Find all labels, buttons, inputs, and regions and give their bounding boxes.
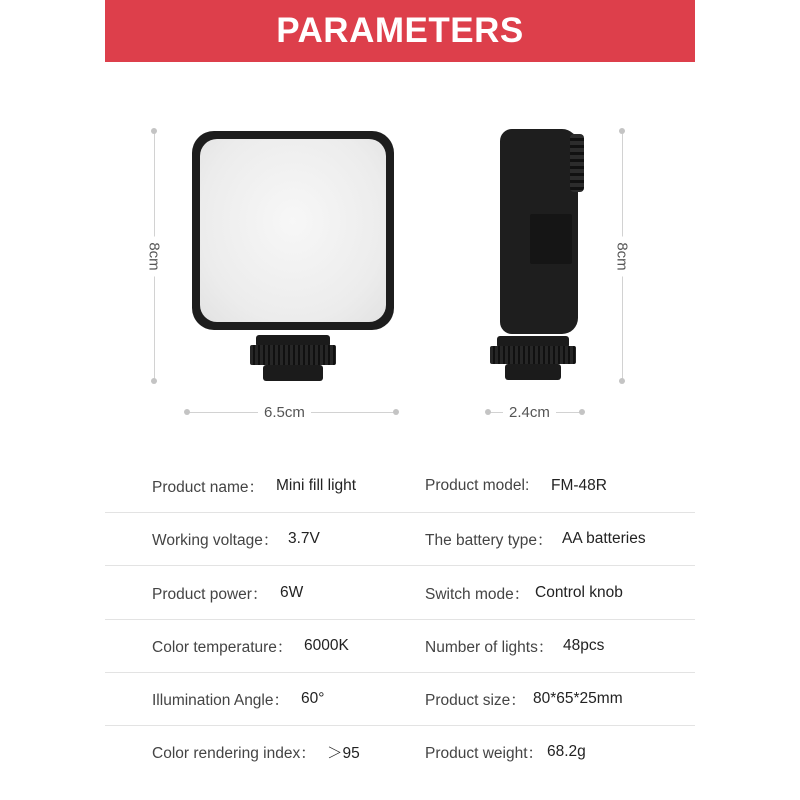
spec-row-2: [105, 512, 695, 566]
spec-value: ＞95: [327, 744, 360, 762]
spec-label: Product power：: [152, 585, 268, 603]
spec-row-5: [105, 672, 695, 726]
light-diffuser-panel: [200, 139, 386, 322]
spec-label: Working voltage：: [152, 531, 279, 549]
front-mount-base: [263, 365, 323, 381]
spec-label: Illumination Angle：: [152, 691, 289, 709]
side-height-bottom-dot: [619, 378, 625, 384]
spec-label: Switch mode：: [425, 585, 530, 603]
spec-row-1: [105, 459, 695, 513]
spec-row-6: [105, 725, 695, 778]
spec-label: Color temperature：: [152, 638, 293, 656]
parameters-banner: [105, 0, 695, 62]
spec-value: AA batteries: [562, 529, 646, 547]
front-mount-ring: [250, 345, 336, 365]
side-mount-base: [505, 364, 561, 380]
spec-value: 48pcs: [563, 636, 605, 654]
spec-value: Control knob: [535, 583, 623, 601]
spec-value: 80*65*25mm: [533, 689, 623, 707]
spec-value: 6W: [280, 583, 304, 601]
spec-label: Product size：: [425, 691, 526, 709]
spec-label: Color rendering index：: [152, 744, 316, 762]
spec-value: 3.7V: [288, 529, 320, 547]
spec-value: 60°: [301, 689, 325, 707]
spec-label: The battery type：: [425, 531, 553, 549]
spec-value: 68.2g: [547, 742, 586, 760]
side-port-recess: [530, 214, 572, 264]
side-mount-ring: [490, 346, 576, 364]
spec-label: Product model:: [425, 476, 530, 494]
fill-light-front-view: [192, 131, 394, 330]
front-height-top-dot: [151, 128, 157, 134]
spec-label: Number of lights：: [425, 638, 554, 656]
front-width-left-dot: [184, 409, 190, 415]
spec-row-3: [105, 566, 695, 620]
banner-title: PARAMETERS: [276, 11, 524, 50]
spec-value: Mini fill light: [276, 476, 357, 494]
side-depth-left-dot: [485, 409, 491, 415]
control-knob: [570, 134, 584, 192]
spec-label: Product name：: [152, 478, 264, 496]
spec-label: Product weight：: [425, 744, 544, 762]
front-height-label: 8cm: [146, 237, 163, 277]
front-width-label: 6.5cm: [258, 404, 311, 421]
front-height-bottom-dot: [151, 378, 157, 384]
spec-value: 6000K: [304, 636, 349, 654]
side-depth-right-dot: [579, 409, 585, 415]
spec-value: FM-48R: [551, 476, 607, 494]
side-height-label: 8cm: [614, 237, 631, 277]
front-width-right-dot: [393, 409, 399, 415]
side-depth-label: 2.4cm: [503, 404, 556, 421]
side-height-top-dot: [619, 128, 625, 134]
spec-row-4: [105, 619, 695, 673]
